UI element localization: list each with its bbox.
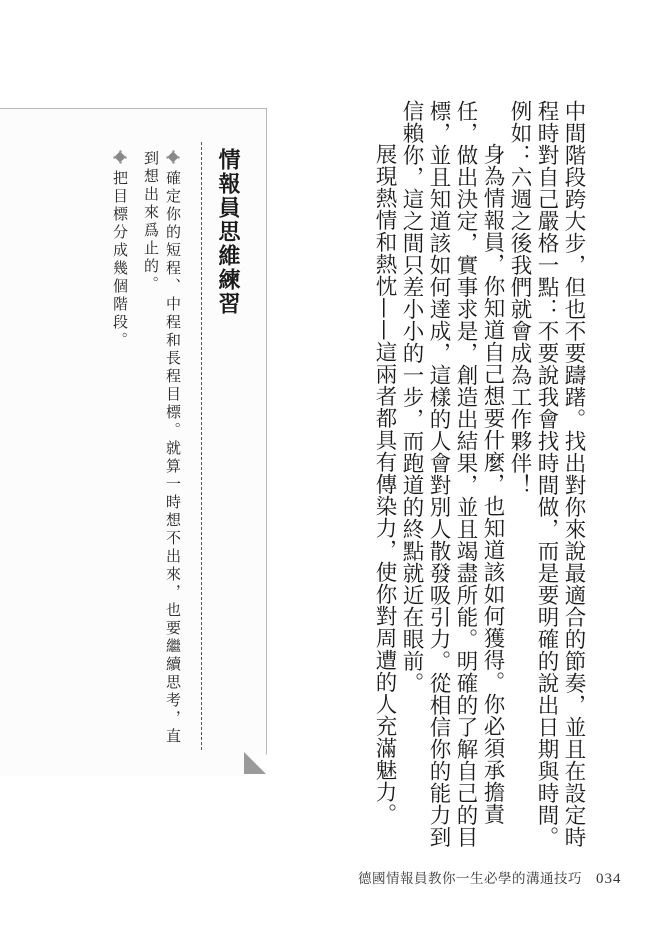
main-body-text: [371, 100, 587, 860]
page-footer: [358, 867, 622, 888]
ornament-diamond-icon: [166, 150, 180, 164]
exercise-item-text: 把目標分成幾個階段。: [111, 170, 129, 350]
exercise-item-text: 確定你的短程、中程和長程目標。就算一時想不出來，也要繼續思考，直到想出來爲止的。: [142, 150, 182, 746]
paragraph-3: 展現熱情和熱忱——這兩者都具有傳染力，使你對周遭的人充滿魅力。: [372, 143, 397, 825]
page-number: 034: [596, 871, 622, 887]
title-divider: [201, 142, 202, 750]
exercise-title: 情報員思維練習: [215, 148, 240, 316]
ornament-diamond-icon: [113, 150, 127, 164]
exercise-item: [140, 150, 184, 760]
folded-corner-icon: [244, 752, 266, 774]
book-title: 德國情報員教你一生必學的溝通技巧: [358, 871, 582, 887]
paragraph-2: 身為情報員，你知道自己想要什麼，也知道該如何獲得。你必須承擔責任，做出決定，實事求是，創造出結果，並且竭盡所能。明確的了解自己的目標，並且知道該如何達成，這樣的人會對別人散發吸引力。從相信你的能力到信賴你，這之間只差小小的一步，而跑道的終點就近在眼前。: [399, 100, 505, 848]
paragraph-1: 中間階段跨大步，但也不要躊躇。找出對你來說最適合的節奏，並且在設定時程時對自己嚴格一點：不要說我會找時間做，而是要明確的說出日期與時間。例如：六週之後我們就會成為工作夥伴！: [507, 100, 586, 848]
exercise-item: [109, 150, 131, 750]
